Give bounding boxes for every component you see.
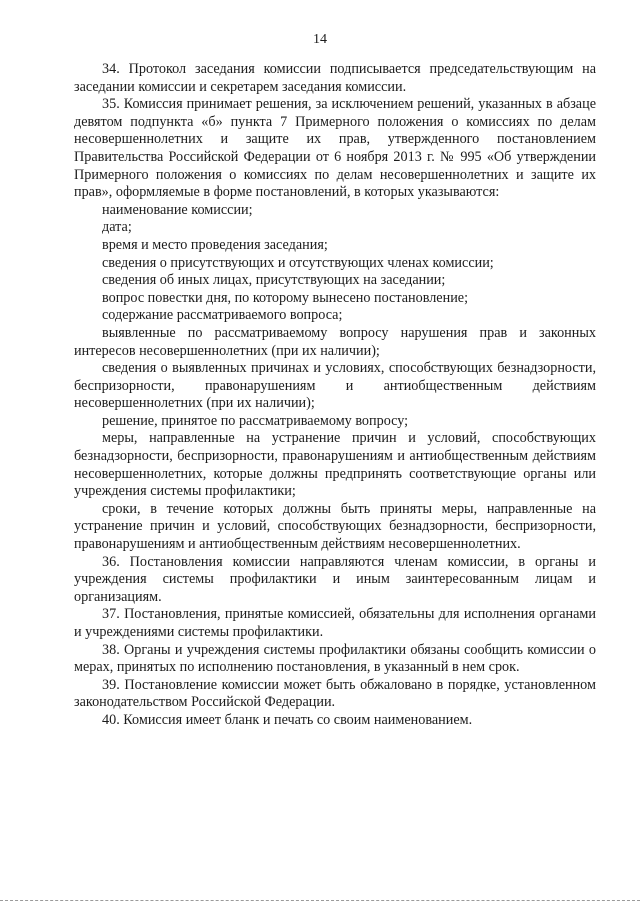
list-item-question-content: содержание рассматриваемого вопроса; [102,307,343,324]
list-item-deadlines: сроки, в течение которых должны быть приняты меры, направленные на устранение причин и условий, способствующих безнадзорности, беспризорности, правонарушениям и антиобщественным действиям несовершеннолетних. [74,500,596,553]
paragraph-40: 40. Комиссия имеет бланк и печать со своим наименованием. [102,711,473,728]
paragraph-36: 36. Постановления комиссии направляются членам комиссии, в органы и учреждения системы профилактики и иным заинтересованным лицам и организациям. [74,553,596,605]
list-item-agenda-question: вопрос повестки дня, по которому вынесено постановление; [102,289,469,306]
list-item-decision: решение, принятое по рассматриваемому вопросу; [102,412,409,429]
list-item-date: дата; [102,219,132,236]
list-item-measures: меры, направленные на устранение причин и условий, способствующих безнадзорности, беспризорности, правонарушениям и антиобщественным действиям несовершеннолетних, которые должны предпринять соответствующие органы или учреждения системы профилактики; [74,430,596,500]
paragraph-37: 37. Постановления, принятые комиссией, обязательны для исполнения органами и учреждениями системы профилактики. [74,606,596,640]
document-body [74,61,596,730]
list-item-rights-violations: выявленные по рассматриваемому вопросу нарушения прав и законных интересов несовершеннолетних (при их наличии); [74,324,596,359]
page-number: 14 [313,32,327,47]
paragraph-35: 35. Комиссия принимает решения, за исключением решений, указанных в абзаце девятом подпункта «б» пункта 7 Примерного положения о комиссиях по делам несовершеннолетних и защите их прав, утвержденного постановлением Правительства Российской Федерации от 6 ноября 2013 г. № 995 «Об утверждении Примерного положения о комиссиях по делам несовершеннолетних и защите их прав», оформляемые в форме постановлений, в которых указываются: [74,96,596,201]
paragraph-38: 38. Органы и учреждения системы профилактики обязаны сообщить комиссии о мерах, принятых по исполнению постановления, в указанный в нем срок. [74,641,596,676]
list-item-members-attendance: сведения о присутствующих и отсутствующих членах комиссии; [102,254,494,271]
list-item-other-attendees: сведения об иных лицах, присутствующих на заседании; [102,272,446,289]
list-item-commission-name: наименование комиссии; [102,201,253,218]
paragraph-34: 34. Протокол заседания комиссии подписывается председательствующим на заседании комиссии и секретарем заседания комиссии. [74,61,596,95]
scan-bottom-edge [0,900,640,901]
list-item-causes-conditions: сведения о выявленных причинах и условиях, способствующих безнадзорности, беспризорности, правонарушениям и антиобщественным действиям несовершеннолетних (при их наличии); [74,360,596,412]
paragraph-39: 39. Постановление комиссии может быть обжаловано в порядке, установленном законодательством Российской Федерации. [74,676,596,711]
list-item-time-place: время и место проведения заседания; [102,236,328,253]
